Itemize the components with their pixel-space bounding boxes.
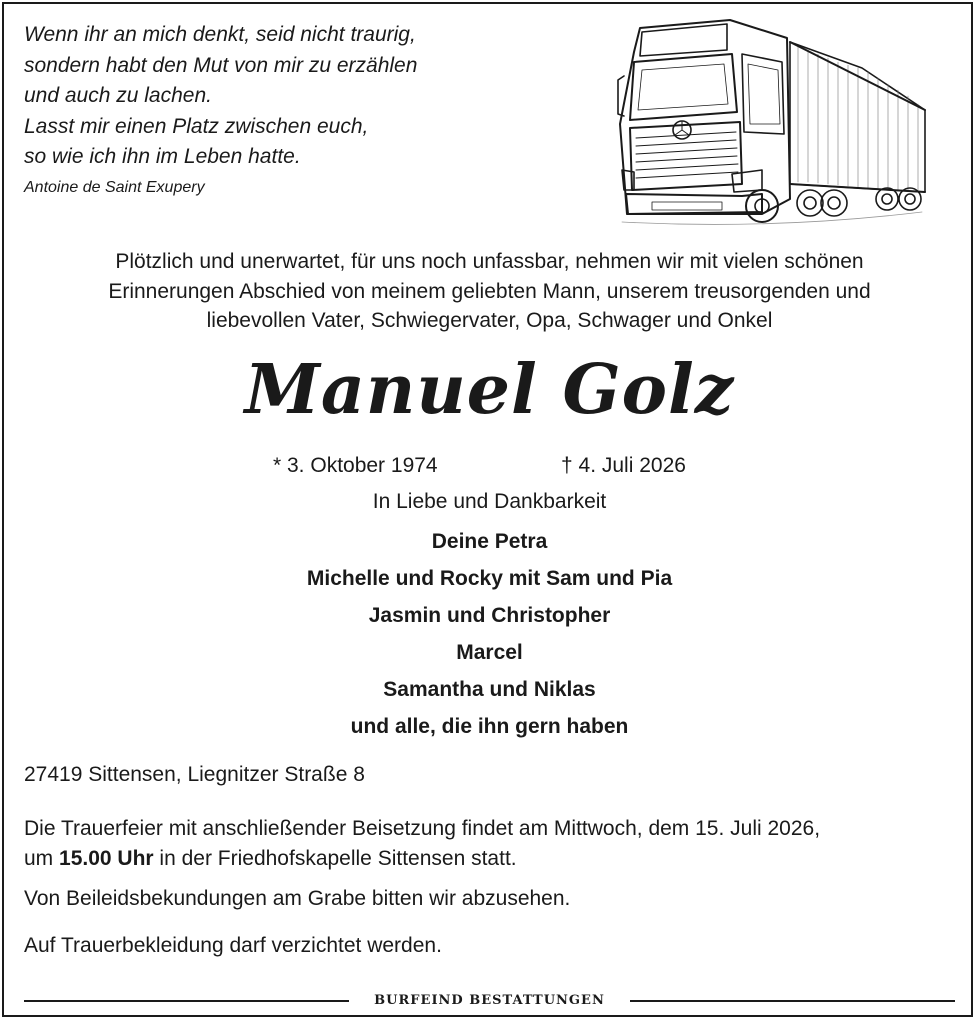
birth-date: * 3. Oktober 1974 bbox=[273, 454, 438, 477]
family-member: Michelle und Rocky mit Sam und Pia bbox=[306, 567, 673, 590]
dress-code-note: Auf Trauerbekleidung darf verzichtet werden. bbox=[24, 934, 442, 957]
truck-icon bbox=[612, 14, 932, 236]
poem-line: Lasst mir einen Platz zwischen euch, bbox=[24, 114, 369, 138]
poem-author: Antoine de Saint Exupery bbox=[24, 179, 205, 196]
family-member: Deine Petra bbox=[431, 530, 548, 553]
family-member: Samantha und Niklas bbox=[383, 678, 596, 701]
ceremony-prefix: um bbox=[24, 846, 60, 870]
poem-line: so wie ich ihn im Leben hatte. bbox=[24, 145, 301, 168]
family-list bbox=[0, 527, 979, 749]
family-member: Marcel bbox=[456, 641, 523, 664]
ceremony-line: Die Trauerfeier mit anschließender Beisetzung findet am Mittwoch, dem 15. Juli 2026, bbox=[24, 817, 821, 840]
poem bbox=[24, 20, 584, 173]
deceased-name: Manuel Golz bbox=[244, 350, 735, 430]
signoff: In Liebe und Dankbarkeit bbox=[372, 490, 607, 513]
announcement-text bbox=[0, 247, 979, 336]
announcement-line: Erinnerungen Abschied von meinem geliebten Mann, unserem treusorgenden und bbox=[108, 279, 871, 303]
ceremony-suffix: in der Friedhofskapelle Sittensen statt. bbox=[153, 846, 517, 870]
announcement-line: liebevollen Vater, Schwiegervater, Opa, Schwager und Onkel bbox=[206, 309, 773, 332]
announcement-line: Plötzlich und unerwartet, für uns noch unfassbar, nehmen wir mit vielen schönen bbox=[115, 250, 864, 273]
family-member: und alle, die ihn gern haben bbox=[350, 715, 629, 738]
ceremony-line bbox=[24, 844, 964, 874]
poem-line: und auch zu lachen. bbox=[24, 84, 212, 107]
ceremony-info bbox=[24, 814, 964, 873]
address: 27419 Sittensen, Liegnitzer Straße 8 bbox=[24, 763, 365, 786]
death-date: † 4. Juli 2026 bbox=[561, 454, 686, 477]
funeral-home-logo: BURFEIND BESTATTUNGEN bbox=[374, 993, 605, 1008]
condolences-note: Von Beileidsbekundungen am Grabe bitten wir abzusehen. bbox=[24, 887, 571, 910]
family-member: Jasmin und Christopher bbox=[368, 604, 611, 627]
poem-line: Wenn ihr an mich denkt, seid nicht traurig, bbox=[24, 23, 416, 46]
ceremony-time: 15.00 Uhr bbox=[59, 846, 154, 870]
poem-line: sondern habt den Mut von mir zu erzählen bbox=[24, 53, 418, 77]
